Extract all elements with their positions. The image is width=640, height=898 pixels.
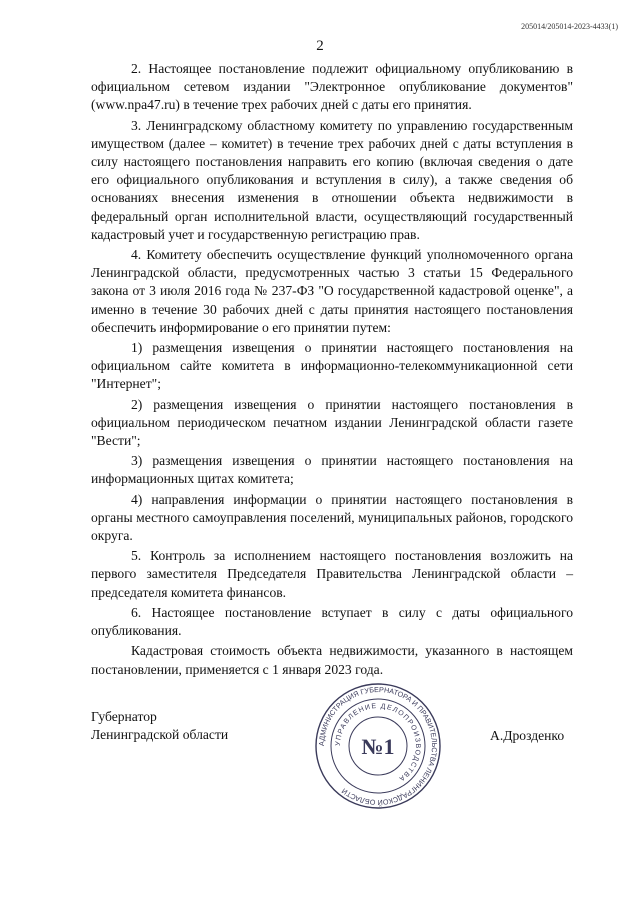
position-line-1: Губернатор bbox=[91, 709, 157, 724]
position-line-2: Ленинградской области bbox=[91, 727, 229, 743]
subitem-4: 4) направления информации о принятии настоящего постановления в органы местного самоуправления поселений, муниципальных районов, городского округа. bbox=[91, 491, 573, 544]
paragraph-6: 6. Настоящее постановление вступает в силу с даты официального опубликования. bbox=[91, 604, 573, 639]
official-seal-icon bbox=[314, 682, 442, 810]
subitem-1: 1) размещения извещения о принятии настоящего постановления на официальном сайте комитета в информационно-телекоммуникационной сети "Интернет"; bbox=[91, 340, 573, 392]
subitem-3: 3) размещения извещения о принятии настоящего постановления на информационных щитах комитета; bbox=[91, 453, 573, 487]
page-number: 2 bbox=[316, 38, 324, 54]
paragraph-3: 3. Ленинградскому областному комитету по управлению государственным имуществом (далее – комитет) в течение трех рабочих дней с даты вступления в силу настоящего постановления направить его копию (включая сведения о дате его официального опубликования и вступления в силу), а также сведения об основаниях внесения изменения в отношении объекта недвижимости в федеральный орган исполнительной власти, осуществляющий государственный кадастровый учет и государственную регистрацию прав. bbox=[91, 117, 573, 242]
paragraph-2: 2. Настоящее постановление подлежит официальному опубликованию в официальном сетевом издании "Электронное опубликование документов" (www.npa47.ru) в течение трех рабочих дней с даты его принятия. bbox=[91, 61, 573, 113]
document-code: 205014/205014-2023-4433(1) bbox=[521, 22, 618, 31]
paragraph-5: 5. Контроль за исполнением настоящего постановления возложить на первого заместителя Председателя Правительства Ленинградской области – председателя комитета финансов. bbox=[91, 548, 573, 600]
signatory-name: А.Дрозденко bbox=[490, 728, 565, 743]
signatory-position bbox=[91, 708, 228, 745]
paragraph-cadastral: Кадастровая стоимость объекта недвижимости, указанного в настоящем постановлении, применяется с 1 января 2023 года. bbox=[91, 643, 573, 677]
subitem-2: 2) размещения извещения о принятии настоящего постановления в официальном периодическом печатном издании Ленинградской области газете "Вести"; bbox=[91, 396, 573, 449]
seal-inner-text: УПРАВЛЕНИЕ ДЕЛОПРОИЗВОДСТВА bbox=[334, 702, 422, 783]
document-body bbox=[91, 60, 573, 681]
seal-outer-text: АДМИНИСТРАЦИЯ ГУБЕРНАТОРА И ПРАВИТЕЛЬСТВА ЛЕНИНГРАДСКОЙ ОБЛАСТИ bbox=[316, 684, 440, 808]
paragraph-4: 4. Комитету обеспечить осуществление функций уполномоченного органа Ленинградской области, предусмотренных частью 3 статьи 15 Федерального закона от 3 июля 2016 года № 237-ФЗ "О государственной кадастровой оценке", а именно в течение 30 рабочих дней с даты принятия настоящего постановления обеспечить информирование о его принятии путем: bbox=[91, 247, 573, 335]
seal-number: №1 bbox=[361, 734, 395, 759]
